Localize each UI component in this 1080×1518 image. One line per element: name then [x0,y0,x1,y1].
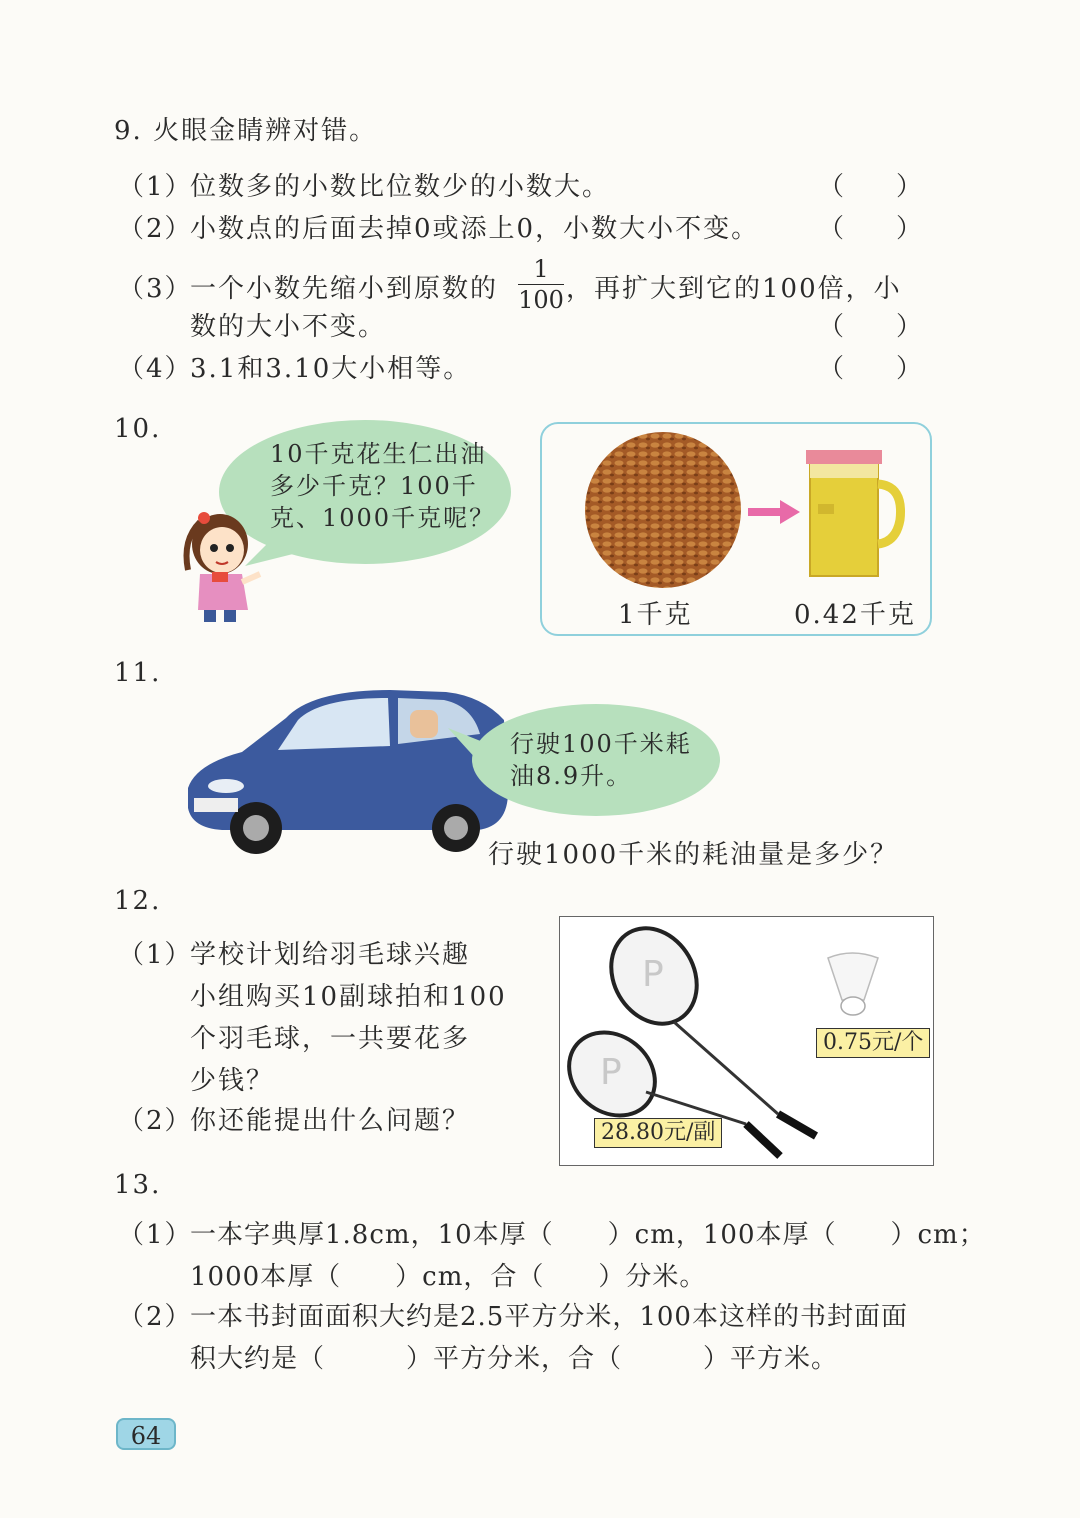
q10-bubble-line2: 多少千克？100千 [270,472,478,500]
shuttlecock-image [822,950,884,1022]
q13-item1-num: （1） [118,1220,193,1250]
q10-bubble-line1: 10千克花生仁出油 [270,440,487,468]
q9-item2-blank[interactable]: （ ） [818,214,923,244]
q11-number: 11. [114,658,162,688]
fraction-denominator: 100 [518,286,564,314]
q9-item2-text: 小数点的后面去掉0或添上0，小数大小不变。 [190,214,760,244]
q9-item1-text: 位数多的小数比位数少的小数大。 [190,172,611,202]
q13-item2-num: （2） [118,1302,193,1332]
q10-number: 10. [114,414,162,444]
page-number: 64 [116,1418,176,1450]
arrow-right-icon [746,500,802,524]
q12-item1-line3: 个羽毛球，一共要花多 [190,1024,471,1054]
q13-item1-line1: 一本字典厚1.8cm，10本厚（ ）cm，100本厚（ ）cm； [190,1220,986,1250]
q11-question: 行驶1000千米的耗油量是多少？ [488,840,899,870]
oil-weight-label: 0.42千克 [794,600,916,630]
q9-title: 9. 火眼金睛辨对错。 [114,116,378,146]
shuttlecock-price-tag: 0.75元/个 [816,1028,930,1058]
peanut-pile-image [578,432,748,592]
q12-item2-text: 你还能提出什么问题？ [190,1106,471,1136]
fraction-one-hundredth [518,256,564,313]
q12-number: 12. [114,886,162,916]
peanut-weight-label: 1千克 [618,600,693,630]
q12-item1-line4: 少钱？ [190,1066,275,1096]
q9-item3-text-c: 数的大小不变。 [190,312,387,342]
q13-item2-line1: 一本书封面面积大约是2.5平方分米，100本这样的书封面面 [190,1302,908,1332]
q11-bubble-line2: 油8.9升。 [510,762,633,790]
q10-bubble-line3: 克、1000千克呢？ [270,504,496,532]
oil-jug-image [802,444,906,580]
q9-item3-text-b: ，再扩大到它的100倍，小 [566,274,902,304]
q9-item3-blank[interactable]: （ ） [818,312,923,342]
q13-item1-line2: 1000本厚（ ）cm，合（ ）分米。 [190,1262,707,1292]
girl-illustration [176,510,272,624]
q9-item1-blank[interactable]: （ ） [818,172,923,202]
q11-bubble-line1: 行驶100千米耗 [510,730,692,758]
q12-item1-line2: 小组购买10副球拍和100 [190,982,507,1012]
q9-item3-num: （3） [118,274,193,304]
q12-item2-num: （2） [118,1106,193,1136]
racket-price-tag: 28.80元/副 [594,1118,722,1148]
q13-item2-line2: 积大约是（ ）平方分米，合（ ）平方米。 [190,1344,839,1374]
q12-item1-num: （1） [118,940,193,970]
q9-item4-blank[interactable]: （ ） [818,354,923,384]
q9-item2-num: （2） [118,214,193,244]
q9-item4-num: （4） [118,354,193,384]
svg-text:P: P [600,1052,622,1093]
q9-item3-text-a: 一个小数先缩小到原数的 [190,274,499,304]
q9-item4-text: 3.1和3.10大小相等。 [190,354,472,384]
q9-item1-num: （1） [118,172,193,202]
fraction-numerator: 1 [533,255,549,283]
svg-text:P: P [642,954,664,995]
q13-number: 13. [114,1170,162,1200]
q12-item1-line1: 学校计划给羽毛球兴趣 [190,940,471,970]
